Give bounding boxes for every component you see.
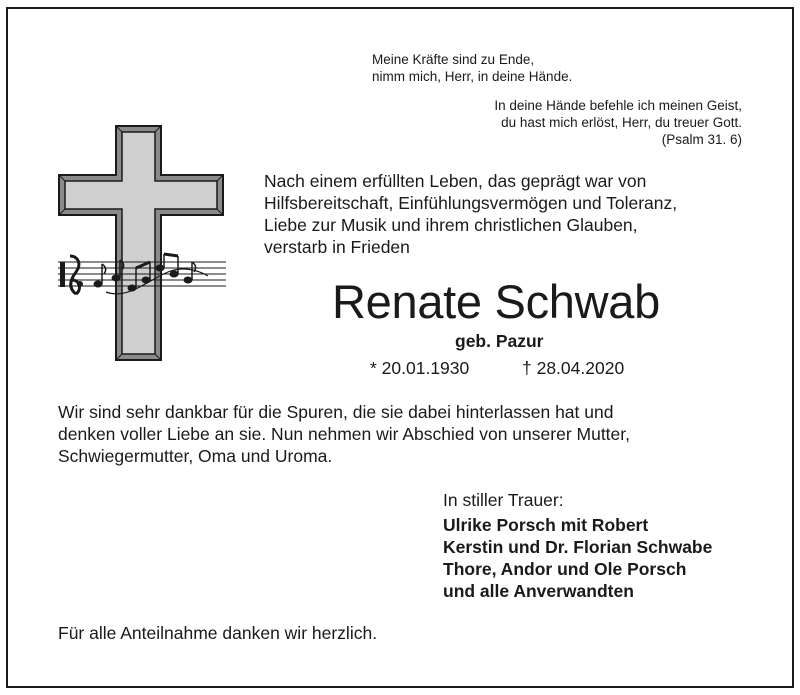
psalm-reference: (Psalm 31. 6) [661, 132, 742, 147]
birth-name: geb. Pazur [455, 331, 544, 351]
mourner-name: Kerstin und Dr. Florian Schwabe [443, 537, 713, 557]
gratitude-line: Wir sind sehr dankbar für die Spuren, die sie dabei hinterlassen hat und [58, 402, 614, 422]
gratitude-line: denken voller Liebe an sie. Nun nehmen wir Abschied von unserer Mutter, [58, 424, 630, 444]
gratitude-text [58, 401, 630, 467]
gratitude-line: Schwiegermutter, Oma und Uroma. [58, 446, 333, 466]
deceased-name: Renate Schwab [332, 275, 660, 328]
mourner-name: Thore, Andor und Ole Porsch [443, 559, 687, 579]
death-date: † 28.04.2020 [522, 358, 625, 378]
intro-text [264, 170, 677, 258]
mourner-name: und alle Anverwandten [443, 581, 634, 601]
cross-icon [55, 124, 230, 364]
verse-psalm-line: In deine Hände befehle ich meinen Geist, [494, 98, 742, 113]
intro-line: verstarb in Frieden [264, 237, 410, 257]
birth-date: * 20.01.1930 [370, 358, 470, 378]
verse-psalm-line: du hast mich erlöst, Herr, du treuer Gott. [501, 115, 742, 130]
intro-line: Nach einem erfüllten Leben, das geprägt war von [264, 171, 647, 191]
mourners-heading: In stiller Trauer: [443, 490, 564, 510]
verse-top-line: nimm mich, Herr, in deine Hände. [372, 69, 573, 84]
mourners-list [443, 514, 712, 602]
intro-line: Hilfsbereitschaft, Einfühlungsvermögen und Toleranz, [264, 193, 678, 213]
closing-line: Für alle Anteilnahme danken wir herzlich. [58, 623, 378, 643]
verse-top [372, 51, 572, 85]
music-notes-icon [58, 250, 228, 300]
mourner-name: Ulrike Porsch mit Robert [443, 515, 649, 535]
intro-line: Liebe zur Musik und ihrem christlichen Glauben, [264, 215, 638, 235]
verse-top-line: Meine Kräfte sind zu Ende, [372, 52, 535, 67]
verse-psalm [494, 97, 742, 148]
